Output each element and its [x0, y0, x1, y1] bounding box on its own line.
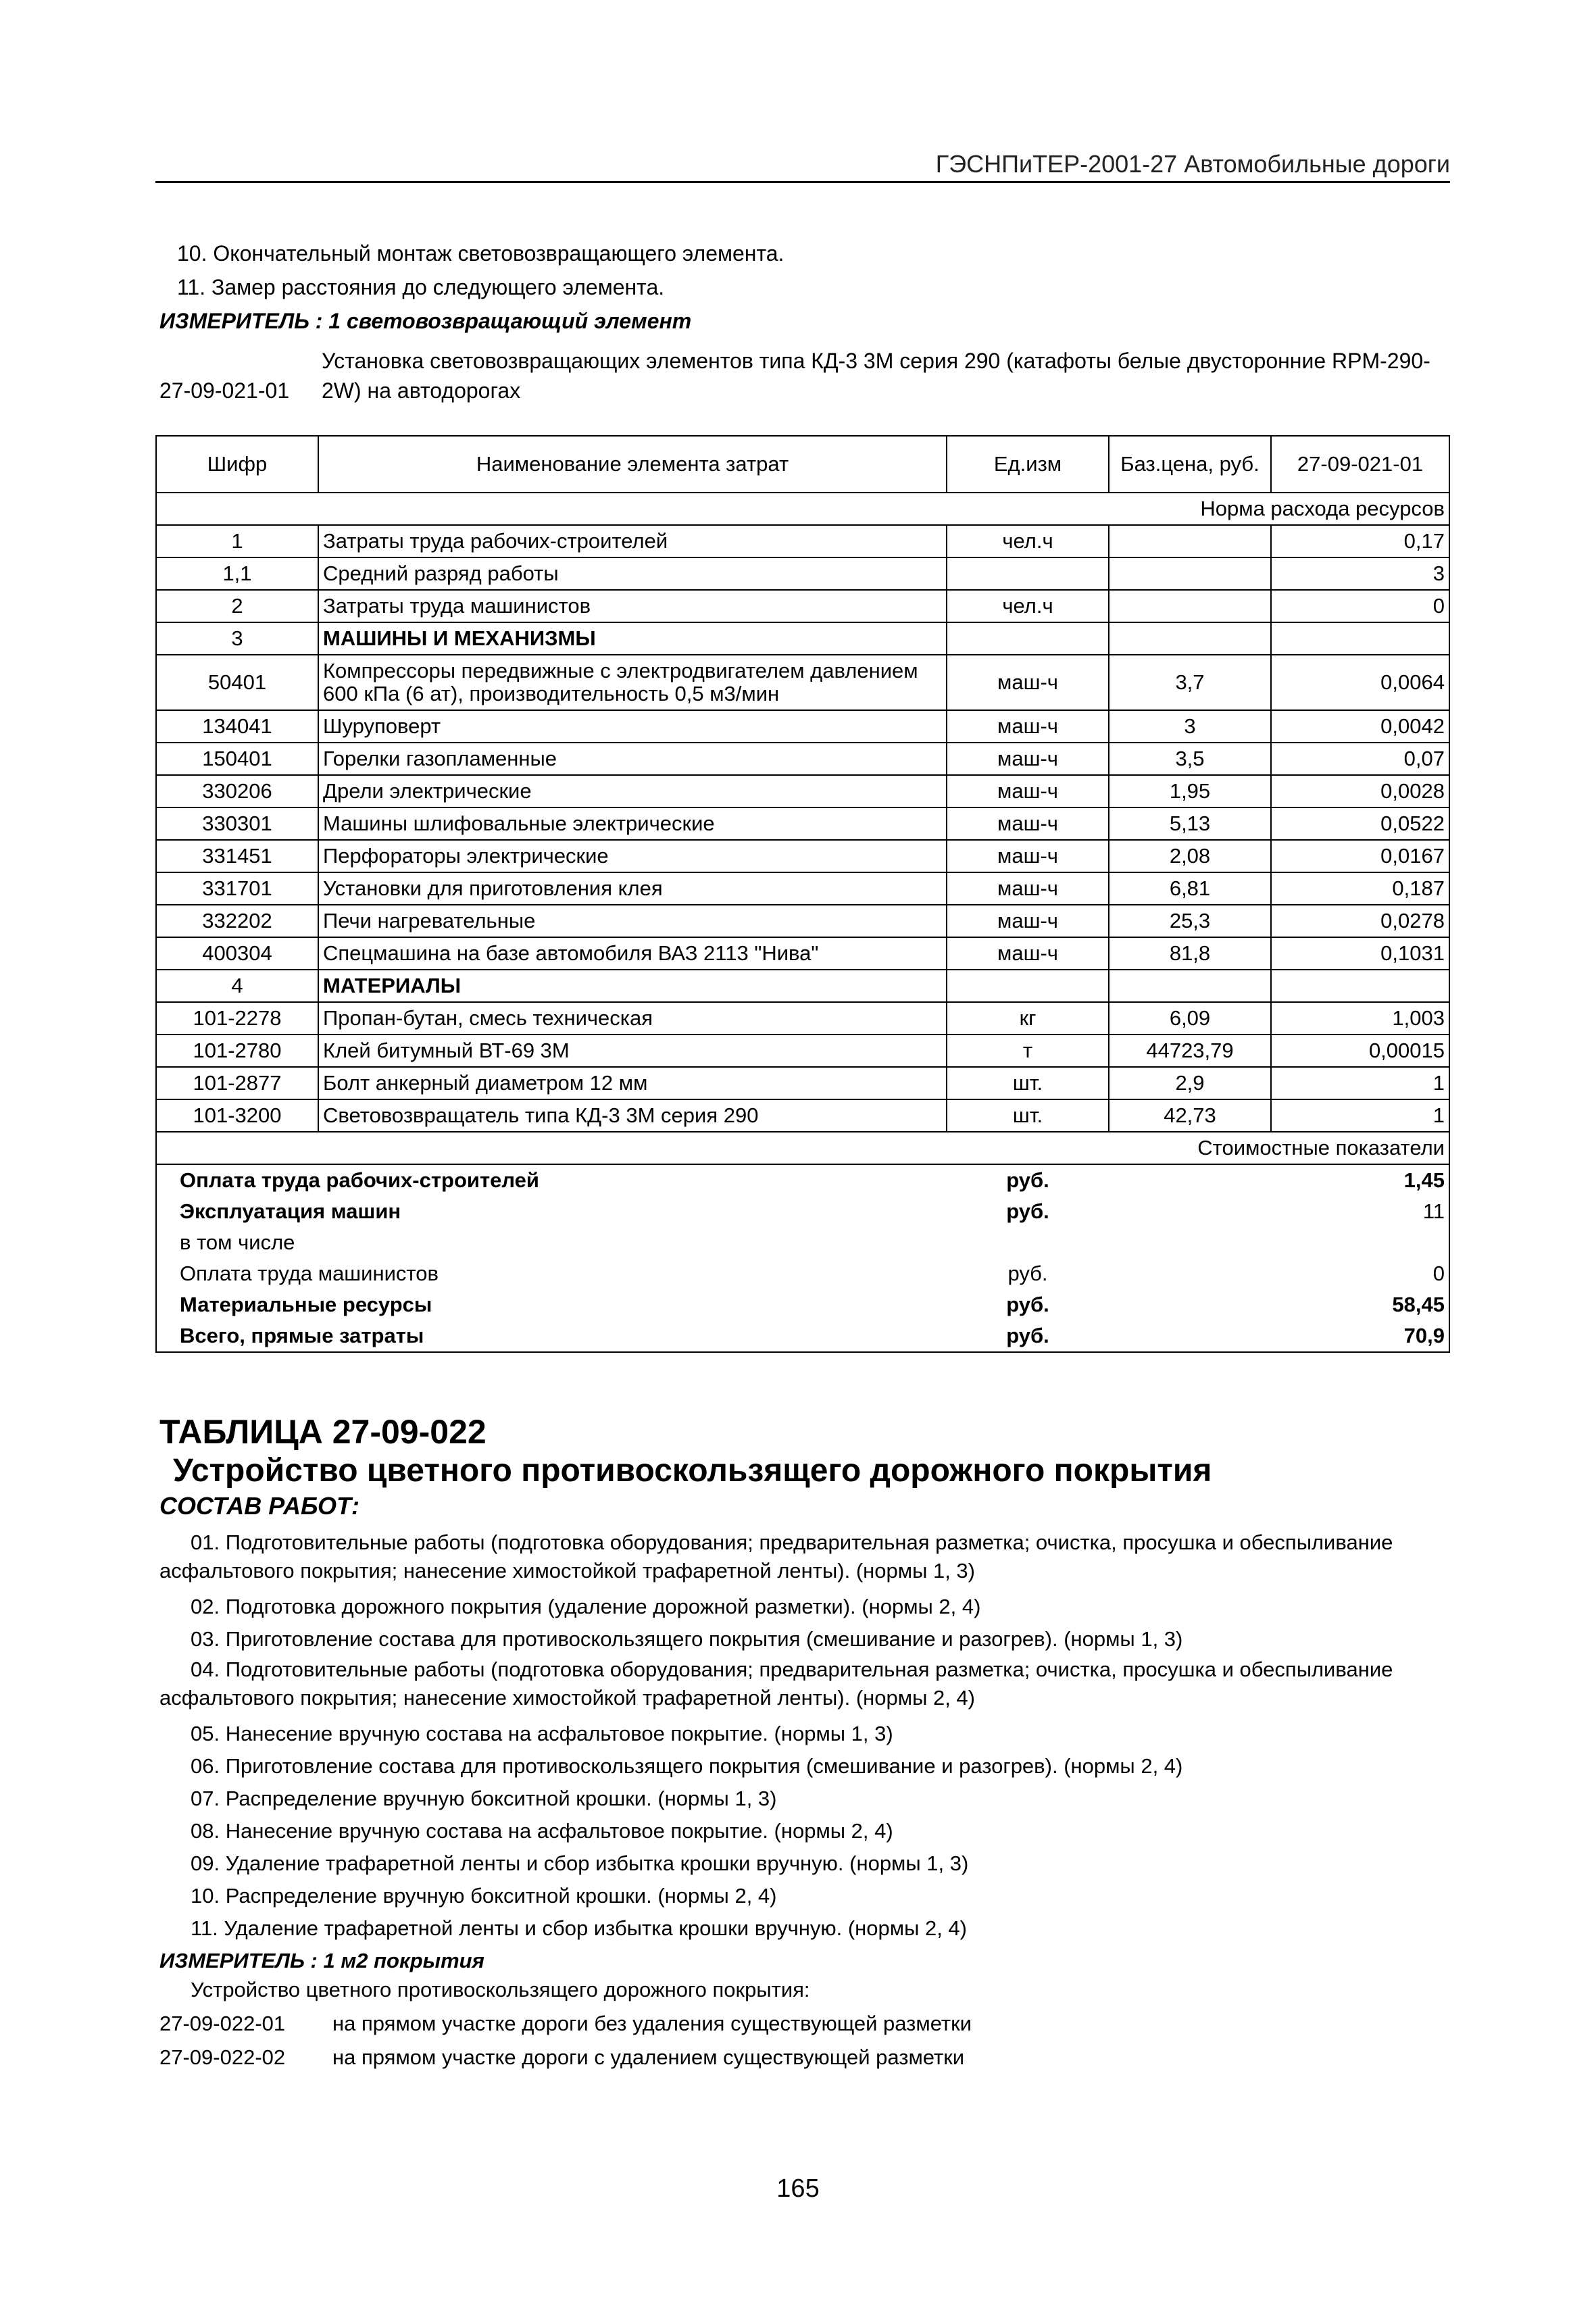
- row-price: 6,09: [1109, 1002, 1271, 1035]
- row-value: 3: [1271, 557, 1449, 590]
- summary-label: Материальные ресурсы: [156, 1289, 947, 1320]
- variant-text: на прямом участке дороги без удаления существующей разметки: [332, 2012, 972, 2035]
- summary-unit: руб.: [1007, 1262, 1048, 1285]
- summary-label: в том числе: [156, 1227, 947, 1258]
- summary-unit: руб.: [947, 1320, 1109, 1352]
- summary-value: [1271, 1227, 1449, 1258]
- row-unit: маш-ч: [947, 937, 1109, 970]
- summary-spacer: [1109, 1320, 1271, 1352]
- row-value: 0,17: [1271, 525, 1449, 557]
- row-code: 1,1: [156, 557, 318, 590]
- summary-unit: [947, 1227, 1109, 1258]
- table-row: [156, 970, 1449, 1002]
- row-price: 25,3: [1109, 905, 1271, 937]
- row-price: [1109, 970, 1271, 1002]
- table-row: [156, 622, 1449, 655]
- row-value: 0: [1271, 590, 1449, 622]
- summary-spacer: [1109, 1289, 1271, 1320]
- row-name: Затраты труда машинистов: [318, 590, 947, 622]
- variant-code: 27-09-022-01: [159, 2012, 286, 2035]
- row-unit: [947, 557, 1109, 590]
- variants-list: [159, 1973, 1462, 2074]
- row-value: 0,0167: [1271, 840, 1449, 872]
- table-row: [156, 1099, 1449, 1132]
- row-price: 81,8: [1109, 937, 1271, 970]
- row-code: 50401: [156, 655, 318, 710]
- row-unit: кг: [947, 1002, 1109, 1035]
- row-name: Пропан-бутан, смесь техническая: [318, 1002, 947, 1035]
- row-name: Компрессоры передвижные с электродвигателем давлением 600 кПа (6 ат), производительность 0,5 м3/мин: [318, 655, 947, 710]
- summary-row: [156, 1227, 1449, 1258]
- summary-spacer: [1109, 1227, 1271, 1258]
- row-unit: шт.: [947, 1067, 1109, 1099]
- row-name: Болт анкерный диаметром 12 мм: [318, 1067, 947, 1099]
- row-price: [1109, 525, 1271, 557]
- row-name: Печи нагревательные: [318, 905, 947, 937]
- summary-value: 0: [1271, 1258, 1449, 1289]
- summary-label: Эксплуатация машин: [156, 1196, 947, 1227]
- row-price: 42,73: [1109, 1099, 1271, 1132]
- row-code: 101-2877: [156, 1067, 318, 1099]
- row-unit: маш-ч: [947, 872, 1109, 905]
- summary-spacer: [1109, 1258, 1271, 1289]
- summary-row: [156, 1258, 1449, 1289]
- row-code: 2: [156, 590, 318, 622]
- row-code: 330206: [156, 775, 318, 807]
- work-item: 07. Распределение вручную бокситной крошки. (нормы 1, 3): [191, 1787, 777, 1810]
- row-code: 332202: [156, 905, 318, 937]
- table-row: [156, 655, 1449, 710]
- work-item: 09. Удаление трафаретной ленты и сбор избытка крошки вручную. (нормы 1, 3): [191, 1851, 969, 1875]
- row-name: Клей битумный ВТ-69 3М: [318, 1035, 947, 1067]
- summary-label: Всего, прямые затраты: [156, 1320, 947, 1352]
- summary-value: 11: [1271, 1196, 1449, 1227]
- section-title: МАШИНЫ И МЕХАНИЗМЫ: [318, 622, 947, 655]
- row-price: [1109, 590, 1271, 622]
- variant-text: на прямом участке дороги с удалением существующей разметки: [332, 2045, 965, 2069]
- row-unit: маш-ч: [947, 775, 1109, 807]
- row-unit: маш-ч: [947, 710, 1109, 743]
- table-row: [156, 937, 1449, 970]
- summary-spacer: [1109, 1196, 1271, 1227]
- row-value: 0,1031: [1271, 937, 1449, 970]
- intro-section: [159, 237, 1461, 338]
- row-unit: [947, 970, 1109, 1002]
- row-value: 0,0042: [1271, 710, 1449, 743]
- row-name: Световозвращатель типа КД-3 3М серия 290: [318, 1099, 947, 1132]
- summary-spacer: [1109, 1164, 1271, 1196]
- table2-heading: [159, 1412, 1457, 1522]
- summary-value: 58,45: [1271, 1289, 1449, 1320]
- summary-unit: руб.: [947, 1164, 1109, 1196]
- row-unit: чел.ч: [947, 590, 1109, 622]
- row-code: 331701: [156, 872, 318, 905]
- table2-title: Устройство цветного противоскользящего дорожного покрытия: [173, 1453, 1212, 1489]
- norm-description: Установка световозвращающих элементов типа КД-3 3М серия 290 (катафоты белые двусторонние RPM-290-2W) на автодорогах: [322, 349, 1430, 403]
- row-code: 400304: [156, 937, 318, 970]
- table-row: [156, 557, 1449, 590]
- row-value: 1: [1271, 1099, 1449, 1132]
- row-unit: маш-ч: [947, 905, 1109, 937]
- variants-lead: Устройство цветного противоскользящего дорожного покрытия:: [191, 1978, 810, 2001]
- row-code: 101-3200: [156, 1099, 318, 1132]
- row-unit: маш-ч: [947, 655, 1109, 710]
- work-item: 02. Подготовка дорожного покрытия (удаление дорожной разметки). (нормы 2, 4): [191, 1595, 981, 1618]
- row-value: 1,003: [1271, 1002, 1449, 1035]
- table-row: [156, 905, 1449, 937]
- norm-code: 27-09-021-01: [159, 378, 290, 403]
- row-name: Горелки газопламенные: [318, 743, 947, 775]
- row-name: Затраты труда рабочих-строителей: [318, 525, 947, 557]
- summary-label: Оплата труда рабочих-строителей: [156, 1164, 947, 1196]
- summary-row: [156, 1320, 1449, 1352]
- row-code: 4: [156, 970, 318, 1002]
- row-price: 3,5: [1109, 743, 1271, 775]
- table-row: [156, 775, 1449, 807]
- row-value: 0,0522: [1271, 807, 1449, 840]
- work-item: 03. Приготовление состава для противоскользящего покрытия (смешивание и разогрев). (нормы 1, 3): [191, 1627, 1183, 1651]
- row-value: 0,187: [1271, 872, 1449, 905]
- table-row: [156, 710, 1449, 743]
- table-row: [156, 807, 1449, 840]
- summary-value: 70,9: [1271, 1320, 1449, 1352]
- row-unit: маш-ч: [947, 743, 1109, 775]
- header-price: Баз.цена, руб.: [1109, 436, 1271, 493]
- row-price: 6,81: [1109, 872, 1271, 905]
- norm-caption-row: [156, 493, 1449, 525]
- summary-unit: руб.: [1006, 1199, 1049, 1223]
- row-price: 44723,79: [1109, 1035, 1271, 1067]
- row-unit: чел.ч: [947, 525, 1109, 557]
- row-code: 134041: [156, 710, 318, 743]
- variant-row: [159, 2041, 1462, 2074]
- row-price: 1,95: [1109, 775, 1271, 807]
- row-price: 2,9: [1109, 1067, 1271, 1099]
- header-unit: Ед.изм: [947, 436, 1109, 493]
- row-value: [1271, 970, 1449, 1002]
- summary-value: 1,45: [1271, 1164, 1449, 1196]
- row-unit: шт.: [947, 1099, 1109, 1132]
- row-code: 101-2780: [156, 1035, 318, 1067]
- table-row: [156, 1035, 1449, 1067]
- resources-table: [155, 435, 1450, 1353]
- header-norm: 27-09-021-01: [1271, 436, 1449, 493]
- row-code: 3: [156, 622, 318, 655]
- row-price: 5,13: [1109, 807, 1271, 840]
- variant-row: [159, 2007, 1462, 2041]
- measure-unit: ИЗМЕРИТЕЛЬ : 1 световозвращающий элемент: [159, 309, 692, 333]
- row-name: Средний разряд работы: [318, 557, 947, 590]
- row-price: 3,7: [1109, 655, 1271, 710]
- row-price: [1109, 557, 1271, 590]
- work-item: 06. Приготовление состава для противоскользящего покрытия (смешивание и разогрев). (нормы 2, 4): [191, 1754, 1183, 1778]
- row-code: 101-2278: [156, 1002, 318, 1035]
- table-row: [156, 840, 1449, 872]
- work-item: 04. Подготовительные работы (подготовка оборудования; предварительная разметка; очистка, просушка и обеспыливание асфальтового покрытия; нанесение химостойкой трафаретной ленты). (нормы 2, 4): [159, 1658, 1393, 1710]
- row-value: 0,0028: [1271, 775, 1449, 807]
- cost-caption-row: [156, 1132, 1449, 1164]
- row-price: 3: [1109, 710, 1271, 743]
- table2-number: ТАБЛИЦА 27-09-022: [159, 1413, 487, 1451]
- summary-row: [156, 1164, 1449, 1196]
- row-value: 0,0278: [1271, 905, 1449, 937]
- row-value: [1271, 622, 1449, 655]
- table-row: [156, 525, 1449, 557]
- work-item: 10. Распределение вручную бокситной крошки. (нормы 2, 4): [191, 1884, 777, 1908]
- row-price: [1109, 622, 1271, 655]
- row-code: 150401: [156, 743, 318, 775]
- summary-unit: руб.: [1006, 1293, 1049, 1316]
- row-unit: маш-ч: [947, 807, 1109, 840]
- row-code: 330301: [156, 807, 318, 840]
- work-item: 11. Замер расстояния до следующего элемента.: [177, 275, 665, 299]
- table-row: [156, 590, 1449, 622]
- row-code: 331451: [156, 840, 318, 872]
- row-price: 2,08: [1109, 840, 1271, 872]
- work-item: 01. Подготовительные работы (подготовка оборудования; предварительная разметка; очистка, просушка и обеспыливание асфальтового покрытия; нанесение химостойкой трафаретной ленты). (нормы 1, 3): [159, 1530, 1393, 1583]
- work-item: 11. Удаление трафаретной ленты и сбор избытка крошки вручную. (нормы 2, 4): [191, 1916, 967, 1940]
- row-unit: маш-ч: [947, 840, 1109, 872]
- section-title: МАТЕРИАЛЫ: [318, 970, 947, 1002]
- row-value: 0,07: [1271, 743, 1449, 775]
- row-name: Установки для приготовления клея: [318, 872, 947, 905]
- page-number: 165: [776, 2174, 820, 2203]
- composition-title: СОСТАВ РАБОТ:: [159, 1492, 359, 1520]
- row-unit: т: [947, 1035, 1109, 1067]
- row-code: 1: [156, 525, 318, 557]
- header-name: Наименование элемента затрат: [318, 436, 947, 493]
- table-header-row: [156, 436, 1449, 493]
- row-value: 0,0064: [1271, 655, 1449, 710]
- row-name: Спецмашина на базе автомобиля ВАЗ 2113 "Нива": [318, 937, 947, 970]
- table-row: [156, 743, 1449, 775]
- row-name: Дрели электрические: [318, 775, 947, 807]
- row-name: Шуруповерт: [318, 710, 947, 743]
- variant-code: 27-09-022-02: [159, 2045, 286, 2069]
- summary-row: [156, 1289, 1449, 1320]
- summary-row: [156, 1196, 1449, 1227]
- works-list: [159, 1528, 1462, 1977]
- row-name: Перфораторы электрические: [318, 840, 947, 872]
- table-row: [156, 872, 1449, 905]
- work-item: 10. Окончательный монтаж световозвращающего элемента.: [177, 241, 784, 266]
- header-code: Шифр: [156, 436, 318, 493]
- row-value: 1: [1271, 1067, 1449, 1099]
- table-row: [156, 1002, 1449, 1035]
- work-item: 08. Нанесение вручную состава на асфальтовое покрытие. (нормы 2, 4): [191, 1819, 893, 1843]
- row-value: 0,00015: [1271, 1035, 1449, 1067]
- table-row: [156, 1067, 1449, 1099]
- page-header: ГЭСНПиТЕР-2001-27 Автомобильные дороги: [155, 150, 1450, 183]
- work-item: 05. Нанесение вручную состава на асфальтовое покрытие. (нормы 1, 3): [191, 1722, 893, 1745]
- measure-unit: ИЗМЕРИТЕЛЬ : 1 м2 покрытия: [159, 1949, 484, 1972]
- cost-caption: Стоимостные показатели: [156, 1132, 1449, 1164]
- row-unit: [947, 622, 1109, 655]
- summary-label: Оплата труда машинистов: [156, 1258, 947, 1289]
- row-name: Машины шлифовальные электрические: [318, 807, 947, 840]
- norm-caption: Норма расхода ресурсов: [156, 493, 1449, 525]
